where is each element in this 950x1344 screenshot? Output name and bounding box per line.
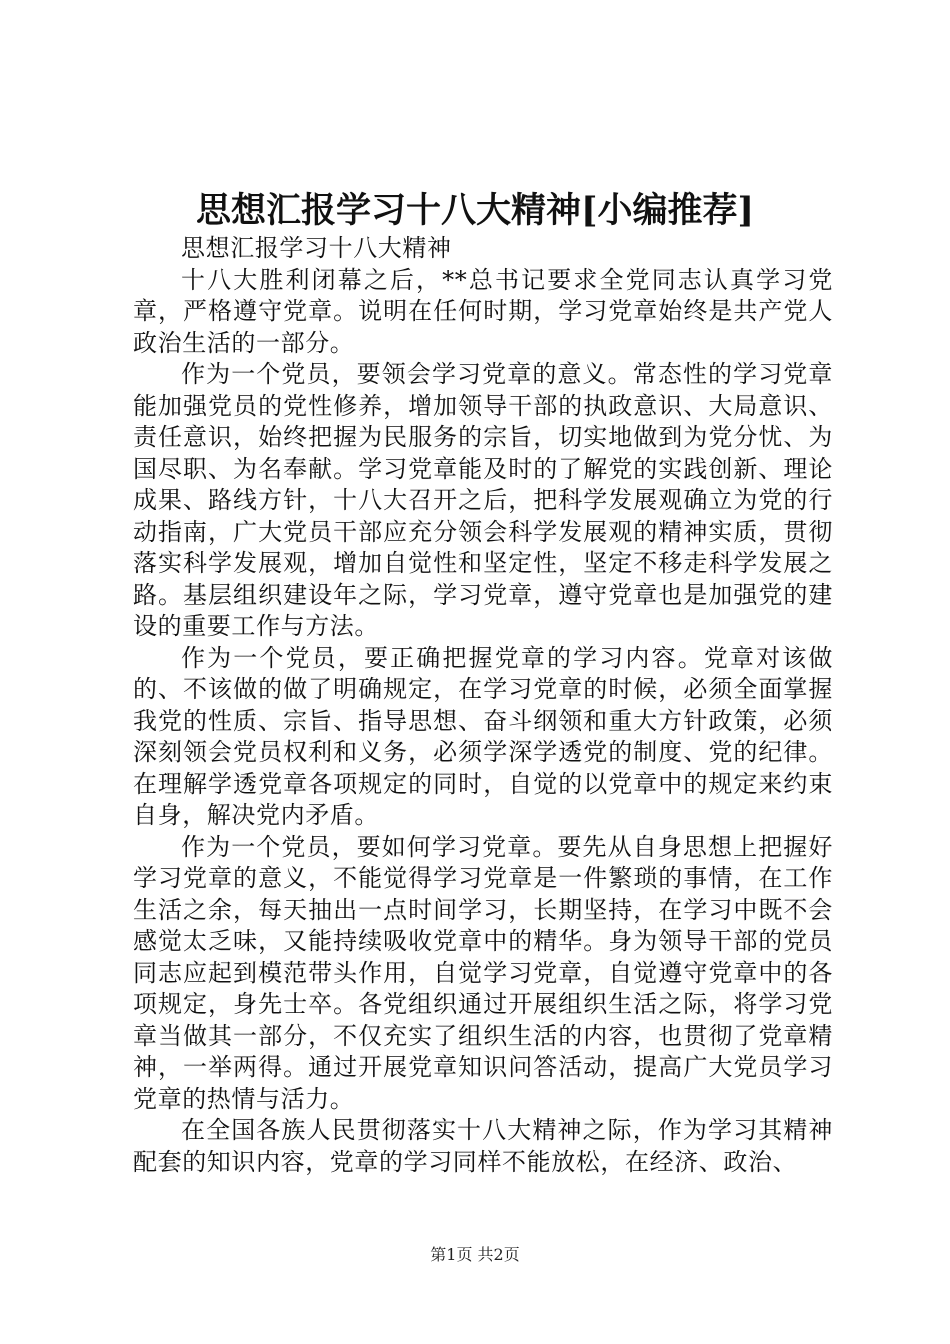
paragraph: 作为一个党员，要领会学习党章的意义。常态性的学习党章能加强党员的党性修养，增加领导干部的执政意识、大局意识、责任意识，始终把握为民服务的宗旨，切实地做到为党分忧、为国尽职、为名奉献。学习党章能及时的了解党的实践创新、理论成果、路线方针，十八大召开之后，把科学发展观确立为党的行动指南，广大党员干部应充分领会科学发展观的精神实质，贯彻落实科学发展观，增加自觉性和坚定性，坚定不移走科学发展之路。基层组织建设年之际，学习党章，遵守党章也是加强党的建设的重要工作与方法。 [133,360,833,640]
paragraph: 十八大胜利闭幕之后，**总书记要求全党同志认真学习党章，严格遵守党章。说明在任何时期，学习党章始终是共产党人政治生活的一部分。 [133,265,833,357]
page-indicator: 第1页 共2页 [430,1245,520,1264]
paragraph: 在全国各族人民贯彻落实十八大精神之际，作为学习其精神配套的知识内容，党章的学习同样不能放松，在经济、政治、 [133,1116,833,1176]
document-title: 思想汇报学习十八大精神[小编推荐] [195,190,755,231]
document-body [133,233,833,1178]
paragraph: 作为一个党员，要正确把握党章的学习内容。党章对该做的、不该做的做了明确规定，在学习党章的时候，必须全面掌握我党的性质、宗旨、指导思想、奋斗纲领和重大方针政策，必须深刻领会党员权利和义务，必须学深学透党的制度、党的纪律。在理解学透党章各项规定的同时，自觉的以党章中的规定来约束自身，解决党内矛盾。 [133,643,833,829]
paragraph-subtitle: 思想汇报学习十八大精神 [181,234,452,262]
page-footer [0,1245,950,1265]
paragraph: 作为一个党员，要如何学习党章。要先从自身思想上把握好学习党章的意义，不能觉得学习党章是一件繁琐的事情，在工作生活之余，每天抽出一点时间学习，长期坚持，在学习中既不会感觉太乏味，又能持续吸收党章中的精华。身为领导干部的党员同志应起到模范带头作用，自觉学习党章，自觉遵守党章中的各项规定，身先士卒。各党组织通过开展组织生活之际，将学习党章当做其一部分，不仅充实了组织生活的内容，也贯彻了党章精神，一举两得。通过开展党章知识问答活动，提高广大党员学习党章的热情与活力。 [133,832,833,1113]
